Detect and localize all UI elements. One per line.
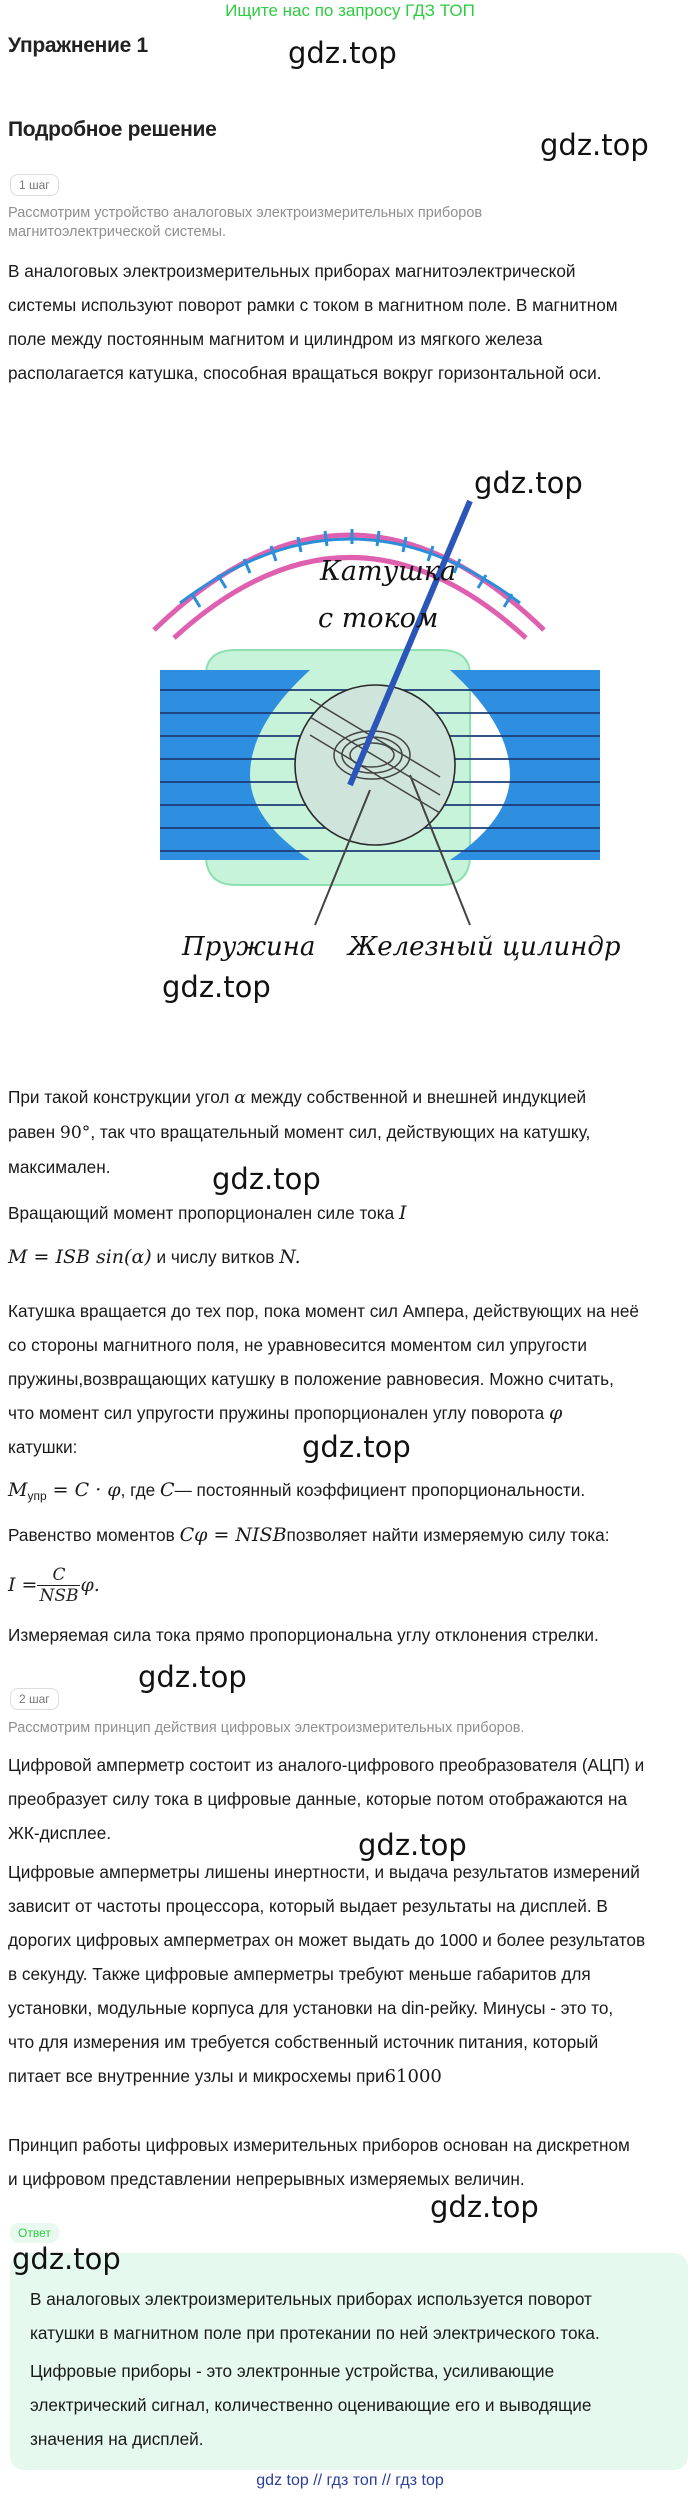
footer-links[interactable]: gdz top // гдз топ // гдз top bbox=[256, 2472, 444, 2489]
paragraph: Цифровые амперметры лишены инертности, и выдача результатов измерений зависит от частоты процессора, который выдает результаты на дисплей. В дорогих цифровых амперметрах он может выдать до 1000 и более результатов в секунду. Также цифровые амперметры требуют меньше габаритов для установки, модульные корпуса для установки на din-рейку. Минусы - это то, что для измерения им требуется собственный источник питания, который питает все внутренние узлы и микросхемы при61000 bbox=[8, 1862, 646, 2087]
watermark: gdz.top bbox=[162, 970, 271, 1004]
page-title: Упражнение 1 bbox=[8, 34, 148, 57]
answer-text: В аналоговых электроизмерительных приборах используется поворот катушки в магнитном поле при протекании по ней электрического тока. bbox=[30, 2289, 600, 2343]
label-spring: Пружина bbox=[182, 932, 316, 962]
answer-text: Цифровые приборы - это электронные устройства, усиливающие электрический сигнал, количественно оценивающие его и выводящие значения на дисплей. bbox=[30, 2361, 592, 2449]
watermark: gdz.top bbox=[430, 2190, 539, 2224]
step-badge: 2 шаг bbox=[10, 1688, 59, 1710]
answer-badge: Ответ bbox=[10, 2223, 59, 2243]
step-hint: Рассмотрим принцип действия цифровых электроизмерительных приборов. bbox=[8, 1720, 525, 1736]
paragraph: При такой конструкции угол α между собственной и внешней индукцией равен 90°, так что вращательный момент сил, действующих на катушку, максимален. bbox=[8, 1087, 591, 1177]
label-coil-2: с током bbox=[318, 603, 439, 634]
magnet-right bbox=[450, 670, 600, 860]
label-cylinder: Железный цилиндр bbox=[348, 932, 620, 962]
paragraph: Принцип работы цифровых измерительных приборов основан на дискретном и цифровом представлении непрерывных измеряемых величин. bbox=[8, 2135, 630, 2189]
paragraph: Вращающий момент пропорционален силе тока I bbox=[8, 1202, 407, 1224]
watermark: gdz.top bbox=[288, 36, 397, 70]
fraction: $\frac{C}{\text{NSB}}$ bbox=[39, 1564, 79, 1606]
watermark: gdz.top bbox=[12, 2242, 121, 2276]
formula-line: $M_{упр} = C \cdot \varphi$, где C— постоянный коэффициент пропорциональности. bbox=[8, 1479, 586, 1503]
solution-heading: Подробное решение bbox=[8, 118, 217, 141]
paragraph: В аналоговых электроизмерительных приборах магнитоэлектрической системы используют поворот рамки с током в магнитном поле. В магнитном поле между постоянным магнитом и цилиндром из мягкого железа располагается катушка, способная вращаться вокруг горизонтальной оси. bbox=[8, 261, 618, 383]
watermark: gdz.top bbox=[138, 1660, 247, 1694]
watermark: gdz.top bbox=[474, 466, 583, 500]
paragraph: Цифровой амперметр состоит из аналого-цифрового преобразователя (АЦП) и преобразует силу тока в цифровые данные, которые потом отображаются на ЖК-дисплее. bbox=[8, 1755, 645, 1843]
formula-fraction: I = $\frac{C}{\text{NSB}}$ φ. bbox=[8, 1564, 100, 1606]
formula-line: M = ISB sin(α) и числу витков N. bbox=[8, 1246, 301, 1268]
watermark: gdz.top bbox=[302, 1430, 411, 1464]
galvanometer-figure bbox=[140, 455, 620, 965]
watermark: gdz.top bbox=[540, 128, 649, 162]
watermark: gdz.top bbox=[212, 1162, 321, 1196]
paragraph: Катушка вращается до тех пор, пока момент сил Ампера, действующих на неё со стороны магнитного поля, не уравновесится моментом сил упругости пружины,возвращающих катушку в положение равновесия. Можно считать, что момент сил упругости пружины пропорционален углу поворота φ катушки: bbox=[8, 1301, 639, 1457]
watermark: gdz.top bbox=[358, 1828, 467, 1862]
step-badge: 1 шаг bbox=[10, 174, 59, 196]
promo-banner[interactable]: Ищите нас по запросу ГДЗ ТОП bbox=[225, 1, 475, 20]
step-hint: Рассмотрим устройство аналоговых электроизмерительных приборов магнитоэлектрической системы. bbox=[8, 205, 483, 240]
paragraph: Равенство моментов Cφ = NISBпозволяет найти измеряемую силу тока: bbox=[8, 1524, 610, 1546]
label-coil-1: Катушка bbox=[320, 556, 457, 587]
iron-cylinder bbox=[295, 685, 455, 845]
paragraph: Измеряемая сила тока прямо пропорциональна углу отклонения стрелки. bbox=[8, 1625, 599, 1645]
